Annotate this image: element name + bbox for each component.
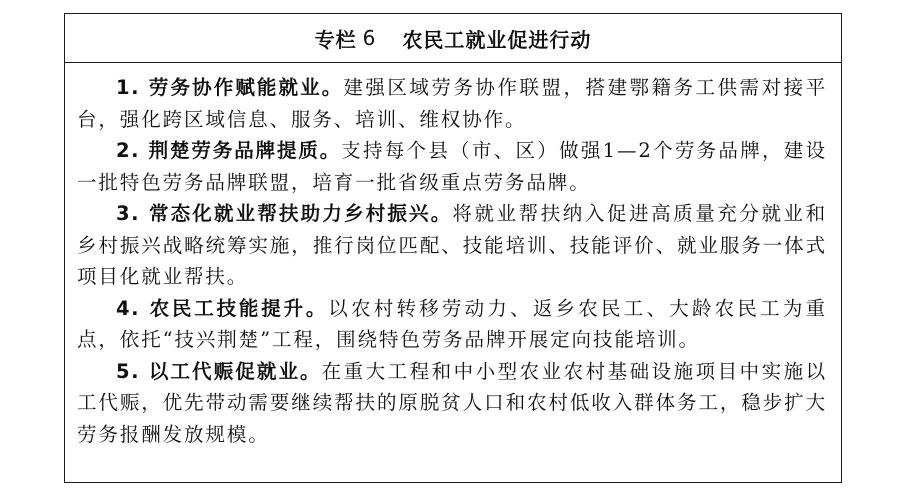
- item-text: 将就业帮扶纳入促进高质量充分就业和乡村振兴战略统筹实施，推行岗位匹配、技能培训、技能评价、就业服务一体式项目化就业帮扶。: [77, 202, 827, 288]
- item-labor-cooperation: [77, 72, 827, 135]
- item-text: 建强区域劳务协作联盟，搭建鄂籍务工供需对接平台，强化跨区域信息、服务、培训、维权协作。: [77, 76, 827, 131]
- item-work-relief: [77, 356, 827, 451]
- column-title: [65, 14, 841, 63]
- item-heading: 5. 以工代赈促就业。: [116, 359, 322, 383]
- column-body: [65, 63, 841, 450]
- item-skill-upgrade: [77, 293, 827, 356]
- item-text: 在重大工程和中小型农业农村基础设施项目中实施以工代赈，优先带动需要继续帮扶的原脱贫人口和农村低收入群体务工，稳步扩大劳务报酬发放规模。: [77, 359, 828, 446]
- item-heading: 4. 农民工技能提升。: [116, 296, 329, 320]
- column-box: [64, 13, 842, 483]
- item-heading: 3. 常态化就业帮扶助力乡村振兴。: [116, 202, 453, 225]
- column-label: 专栏: [314, 27, 357, 52]
- item-labor-brand: [77, 135, 827, 198]
- column-title-text: 农民工就业促进行动: [402, 27, 592, 52]
- column-number: 6: [362, 26, 377, 50]
- item-employment-assistance: [77, 198, 827, 293]
- item-heading: 2. 荆楚劳务品牌提质。: [116, 139, 342, 162]
- item-heading: 1. 劳务协作赋能就业。: [116, 76, 344, 99]
- item-text: 支持每个县（市、区）做强1—2个劳务品牌，建设一批特色劳务品牌联盟，培育一批省级重点劳务品牌。: [77, 139, 827, 194]
- item-text: 以农村转移劳动力、返乡农民工、大龄农民工为重点，依托“技兴荆楚”工程，围绕特色劳务品牌开展定向技能培训。: [77, 296, 827, 351]
